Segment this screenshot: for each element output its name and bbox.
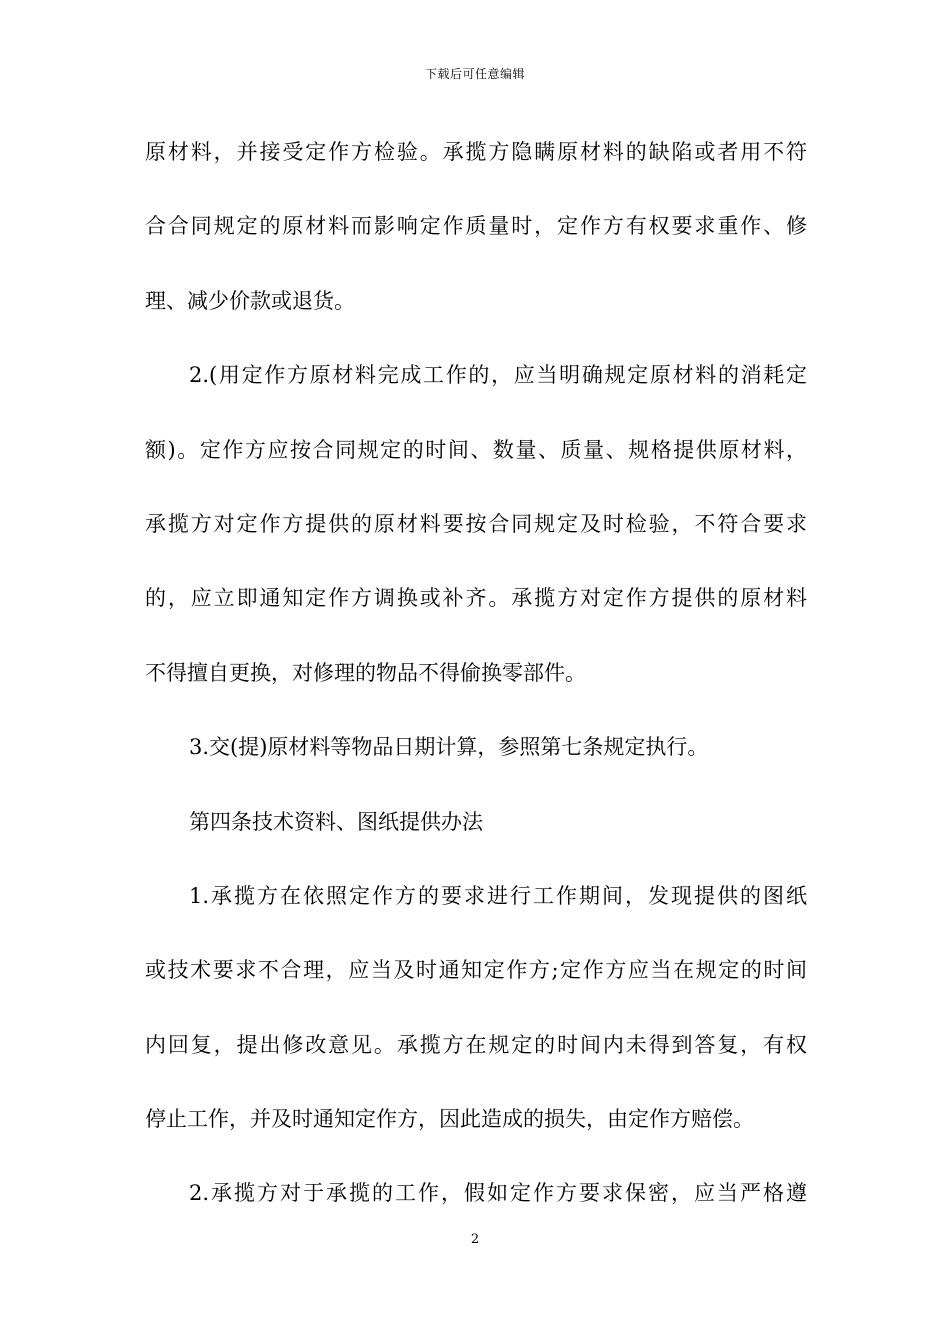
text-line: 2.(用定作方原材料完成工作的，应当明确规定原材料的消耗定: [189, 363, 807, 388]
text-line: 3.交(提)原材料等物品日期计算，参照第七条规定执行。: [189, 735, 709, 760]
text-line: 1.承揽方在依照定作方的要求进行工作期间，发现提供的图纸: [189, 883, 807, 908]
text-line: 理、减少价款或退货。: [145, 288, 355, 313]
page-number: 2: [470, 1232, 480, 1247]
text-line: 额)。定作方应按合同规定的时间、数量、质量、规格提供原材料，: [145, 437, 807, 462]
text-line: 内回复，提出修改意见。承揽方在规定的时间内未得到答复，有权: [145, 1032, 807, 1057]
text-line: 停止工作，并及时通知定作方，因此造成的损失，由定作方赔偿。: [145, 1107, 754, 1132]
text-line: 不得擅自更换，对修理的物品不得偷换零部件。: [145, 660, 586, 685]
text-line: 原材料，并接受定作方检验。承揽方隐瞒原材料的缺陷或者用不符: [145, 140, 807, 164]
text-line: 合合同规定的原材料而影响定作质量时，定作方有权要求重作、修: [145, 214, 807, 239]
text-line: 的，应立即通知定作方调换或补齐。承揽方对定作方提供的原材料: [145, 586, 807, 611]
text-line: 2.承揽方对于承揽的工作，假如定作方要求保密，应当严格遵: [189, 1181, 807, 1206]
text-line: 承揽方对定作方提供的原材料要按合同规定及时检验，不符合要求: [145, 511, 807, 536]
text-line: 或技术要求不合理，应当及时通知定作方;定作方应当在规定的时间: [145, 958, 807, 983]
section-heading: 第四条技术资料、图纸提供办法: [189, 809, 483, 834]
page-header: 下载后可任意编辑: [424, 67, 525, 81]
document-body: [145, 128, 807, 1244]
